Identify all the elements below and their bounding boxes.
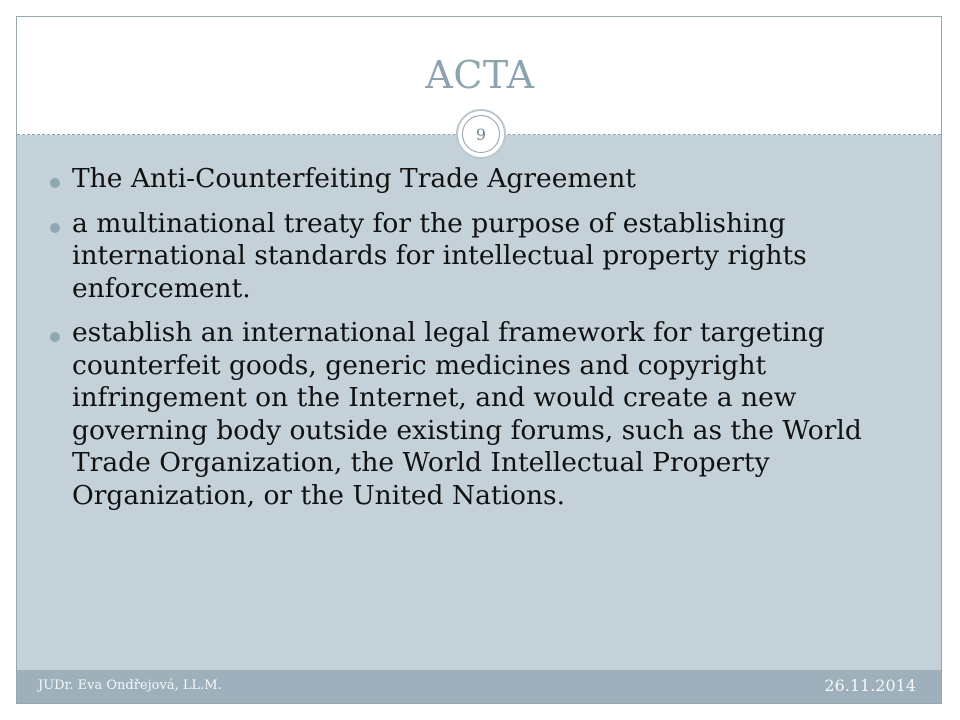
slide-title: ACTA bbox=[425, 53, 535, 97]
bullet-text: establish an international legal framework for targeting counterfeit goods, generic medicines and copyright infringement on the Internet, and would create a new governing body outside existing forums, such as the World Trade Organization, the World Intellectual Property Organization, or the United Nations. bbox=[72, 317, 862, 511]
bullet-dot-icon bbox=[50, 223, 60, 233]
page-number: 9 bbox=[462, 115, 500, 153]
footer-author: JUDr. Eva Ondřejová, LL.M. bbox=[38, 678, 222, 693]
bullet-item bbox=[48, 317, 928, 512]
bullet-list bbox=[48, 163, 928, 524]
bullet-dot-icon bbox=[50, 332, 60, 342]
bullet-item bbox=[48, 163, 928, 196]
footer-date: 26.11.2014 bbox=[824, 676, 916, 695]
bullet-dot-icon bbox=[50, 178, 60, 188]
bullet-text: a multinational treaty for the purpose of establishing international standards for intellectual property rights enforcement. bbox=[72, 207, 807, 304]
page-number-badge bbox=[456, 109, 506, 159]
bullet-text: The Anti-Counterfeiting Trade Agreement bbox=[72, 163, 636, 194]
bullet-item bbox=[48, 208, 928, 306]
